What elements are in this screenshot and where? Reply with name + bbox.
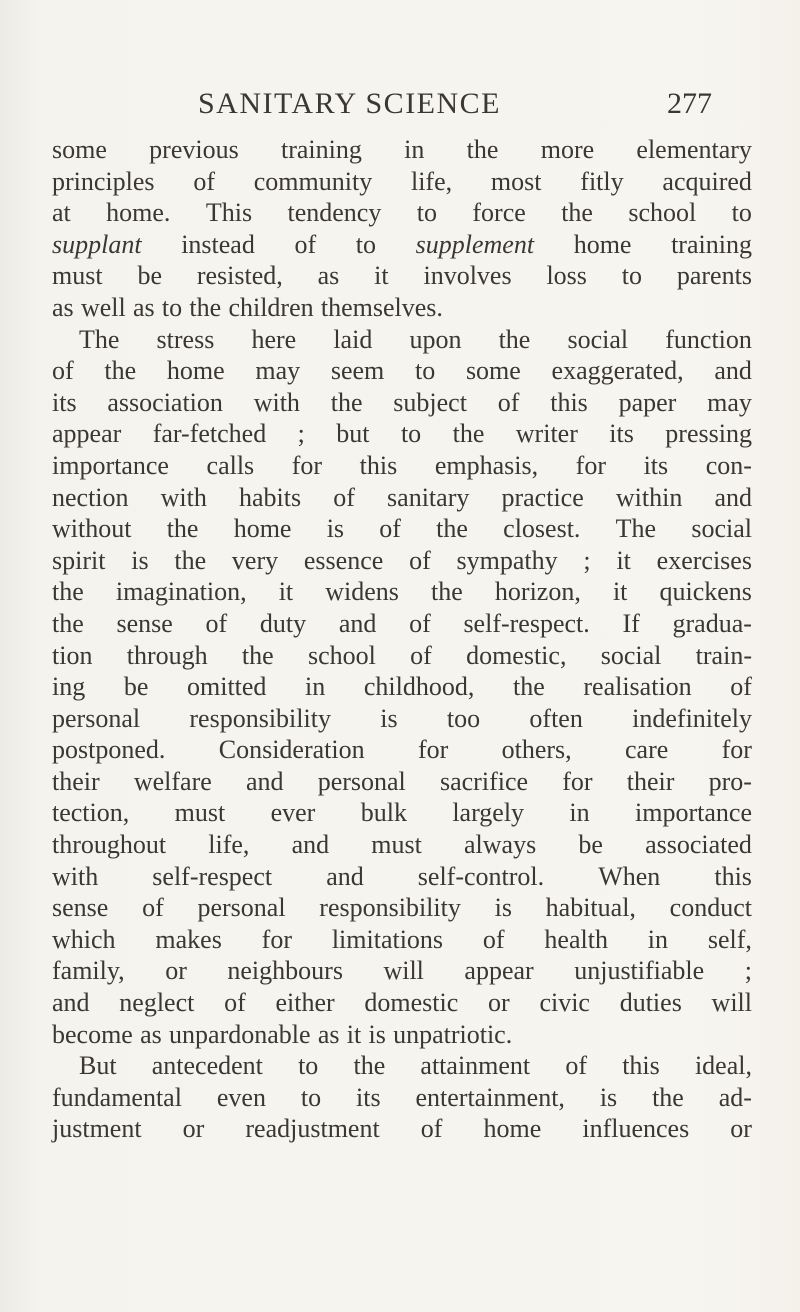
word: neighbours [227,956,343,986]
word: school [307,640,376,670]
word: stress [156,324,215,354]
word: may [255,356,301,386]
word: the [353,1051,386,1081]
text-line [52,734,752,766]
word: involves [423,261,512,291]
word: ; [583,545,591,575]
word: the [436,514,468,544]
word: personal [197,893,286,923]
word: for [575,450,606,480]
word: as [317,1019,340,1049]
word: readjustment [245,1114,380,1144]
word: sacrifice [439,766,529,796]
word: calls [206,450,255,480]
word: of [294,229,317,259]
word: laid [333,324,373,354]
word: the [52,577,84,607]
word: some [465,356,521,386]
word: their [52,766,100,796]
text-line [52,166,752,198]
text-line [52,640,752,672]
word: to [300,1082,322,1112]
word: its [52,387,77,417]
word: imagination, [115,577,247,607]
word: personal [317,766,406,796]
word: as [52,292,74,322]
word: training [281,135,362,164]
word: care [625,735,669,765]
word: childhood, [363,672,475,702]
word: of [730,672,752,702]
word: unpatriotic. [393,1019,513,1049]
word: social [691,514,752,544]
word: subject [393,387,467,417]
word: home [483,1114,542,1144]
word: tion [52,640,93,670]
word: be [578,830,603,860]
word: ; [744,956,752,986]
word: health [544,924,608,954]
word: be [123,672,149,702]
word: the [498,324,531,354]
word: The [615,514,657,544]
word: or [182,1114,205,1144]
word: This [205,198,253,228]
word: of [52,356,74,386]
word: even [216,1082,266,1112]
word: of [420,1114,443,1144]
word: associated [645,830,752,860]
word: the [52,608,84,638]
word: community [253,166,373,196]
word: postponed. [52,735,166,765]
word: essence [303,545,384,575]
word: of [565,1051,588,1081]
word: the [466,135,499,164]
text-line [52,292,752,324]
word: function [665,324,752,354]
word: fundamental [52,1082,182,1112]
word: more [540,135,595,164]
word: exercises [656,545,752,575]
word: responsibility [189,703,331,733]
word: home [166,356,225,386]
word: sense [52,893,109,923]
word: through [126,640,208,670]
text-line [52,545,752,577]
word: and [326,861,364,891]
text-line [52,387,752,419]
word: But [79,1051,117,1081]
word: ing [52,672,86,702]
word: neglect [119,988,195,1018]
word: too [446,703,481,733]
word: to [355,229,377,259]
word: quickens [659,577,752,607]
word: may [707,387,752,417]
word: of [224,988,246,1018]
word: limitations [331,924,444,954]
word: in [305,672,326,702]
word: exaggerated, [551,356,684,386]
word: is [131,545,149,575]
word: must [371,830,422,860]
word: in [404,135,425,164]
word: and [338,608,377,638]
word: importance [52,450,169,480]
word: is [368,1019,386,1049]
word: ad- [718,1082,752,1112]
word: of [142,893,164,923]
word: to [400,419,422,449]
word: self-respect. [463,608,590,638]
word: horizon, [494,577,581,607]
word: makes [155,924,222,954]
word: its [609,419,634,449]
word: Consideration [218,735,365,765]
word: in [569,798,590,828]
word: the [513,672,545,702]
word: supplement [415,229,535,259]
word: as [317,261,340,291]
word: or [730,1114,752,1144]
word: to [621,261,642,291]
word: very [231,545,279,575]
word: When [598,861,661,891]
text-line [52,576,752,608]
word: without [52,514,132,544]
word: the [561,198,593,228]
word: the [241,640,274,670]
word: ever [270,798,316,828]
word: emphasis, [434,450,539,480]
word: it [612,577,628,607]
word: be [137,261,162,291]
word: and [52,988,90,1018]
word: justment [52,1114,142,1144]
word: resisted, [196,261,283,291]
word: unjustifiable [574,956,705,986]
word: The [79,324,120,354]
word: will [711,988,752,1018]
text-line [52,134,752,166]
word: but [336,419,370,449]
word: for [261,924,292,954]
word: sanitary [387,482,470,512]
word: always [464,830,537,860]
word: to [298,1051,319,1081]
word: their [626,766,675,796]
text-line [52,1113,752,1145]
word: train- [695,640,752,670]
word: of [379,514,401,544]
word: well [80,292,126,322]
word: either [275,988,335,1018]
word: some [52,135,107,164]
text-line [52,987,752,1019]
word: home [573,229,632,259]
word: conduct [669,893,752,923]
word: instead [181,229,255,259]
word: must [52,261,103,291]
word: self, [707,924,752,954]
word: and [714,482,752,512]
word: ideal, [694,1051,752,1081]
word: association [107,387,223,417]
word: importance [635,798,752,828]
word: duties [619,988,682,1018]
word: bulk [360,798,407,828]
text-line [52,766,752,798]
word: the [174,545,207,575]
word: this [550,387,588,417]
word: far-fetched [152,419,267,449]
word: parents [676,261,752,291]
word: often [529,703,583,733]
word: is [326,514,345,544]
word: If [622,608,640,638]
word: at [52,198,71,228]
word: home. [106,198,171,228]
text-line [52,892,752,924]
word: indefinitely [632,703,752,733]
word: which [52,924,116,954]
text-line [52,1050,752,1082]
word: attainment [420,1051,531,1081]
word: con- [705,450,752,480]
text-line [52,418,752,450]
word: for [562,766,593,796]
word: loss [546,261,587,291]
word: nection [52,482,129,512]
word: upon [409,324,462,354]
word: for [291,450,323,480]
running-head [0,84,800,124]
word: children [228,292,314,322]
word: is [380,703,398,733]
word: largely [452,798,525,828]
word: and [291,830,330,860]
word: sympathy [456,545,558,575]
word: spirit [52,545,106,575]
word: family, [52,956,125,986]
word: it [278,577,294,607]
word: or [165,956,187,986]
word: for [721,735,752,765]
word: entertainment, [415,1082,565,1112]
text-line [52,861,752,893]
text-line [52,671,752,703]
word: seem [330,356,385,386]
word: supplant [52,229,142,259]
word: social [600,640,662,670]
word: self-control. [417,861,545,891]
word: the [452,419,485,449]
word: social [567,324,629,354]
word: of [205,608,228,638]
word: domestic [364,988,459,1018]
word: realisation [583,672,692,702]
word: will [383,956,424,986]
word: influences [582,1114,690,1144]
text-line [52,1082,752,1114]
word: of [482,924,505,954]
word: the [104,356,137,386]
word: must [174,798,226,828]
word: ; [297,419,305,449]
word: of [409,545,431,575]
word: gradua- [672,608,752,638]
word: practice [501,482,584,512]
word: and [714,356,752,386]
word: domestic, [466,640,567,670]
text-line [52,829,752,861]
word: it [374,261,389,291]
word: become [52,1019,133,1049]
word: and [245,766,284,796]
word: to [416,198,437,228]
page-number: 277 [667,87,712,120]
word: its [643,450,669,480]
word: of [409,608,431,638]
text-line [52,229,752,261]
word: the [189,292,222,322]
word: the [166,514,199,544]
word: this [714,861,752,891]
word: home [233,514,292,544]
word: to [161,292,183,322]
text-line [52,324,752,356]
word: elementary [636,135,752,164]
word: is [494,893,512,923]
word: its [356,1082,381,1112]
word: fitly [580,166,624,196]
word: here [251,324,297,354]
word: throughout [52,830,167,860]
word: tection, [52,798,130,828]
word: is [599,1082,618,1112]
word: or [488,988,510,1018]
text-line [52,355,752,387]
text-line [52,1019,752,1051]
word: unpardonable [169,1019,311,1049]
word: tendency [287,198,382,228]
word: of [193,166,215,196]
word: omitted [187,672,267,702]
text-line [52,513,752,545]
word: life, [208,830,250,860]
word: civic [539,988,590,1018]
word: with [253,387,300,417]
word: it [346,1019,362,1049]
word: widens [325,577,399,607]
text-line [52,608,752,640]
word: themselves. [320,292,443,322]
word: the [330,387,363,417]
body-text [52,134,752,1145]
word: habitual, [545,893,636,923]
word: to [731,198,752,228]
word: personal [52,703,141,733]
word: others, [501,735,572,765]
text-line [52,482,752,514]
word: with [160,482,207,512]
word: for [417,735,449,765]
word: previous [149,135,239,164]
word: as [140,1019,162,1049]
word: responsibility [319,893,461,923]
word: paper [618,387,677,417]
word: of [333,482,355,512]
text-line [52,197,752,229]
word: writer [515,419,578,449]
word: duty [259,608,307,638]
word: life, [410,166,453,196]
word: training [671,229,752,259]
word: this [359,450,398,480]
word: it [616,545,631,575]
word: appear [52,419,122,449]
word: sense [116,608,173,638]
word: force [472,198,526,228]
text-line [52,955,752,987]
text-line [52,260,752,292]
word: closest. [503,514,581,544]
word: pressing [665,419,752,449]
word: most [490,166,542,196]
word: the [431,577,463,607]
word: self-respect [152,861,273,891]
running-title: SANITARY SCIENCE [198,87,502,120]
word: with [52,861,99,891]
word: pro- [708,766,752,796]
text-line [52,924,752,956]
word: within [615,482,683,512]
text-line [52,450,752,482]
text-line [52,797,752,829]
word: of [497,387,520,417]
word: habits [239,482,302,512]
word: of [410,640,432,670]
text-line [52,703,752,735]
word: the [652,1082,684,1112]
word: school [628,198,697,228]
word: welfare [133,766,212,796]
word: in [647,924,669,954]
word: antecedent [151,1051,263,1081]
word: principles [52,166,155,196]
word: this [622,1051,660,1081]
word: appear [464,956,534,986]
word: to [414,356,436,386]
word: as [132,292,155,322]
word: acquired [662,166,752,196]
